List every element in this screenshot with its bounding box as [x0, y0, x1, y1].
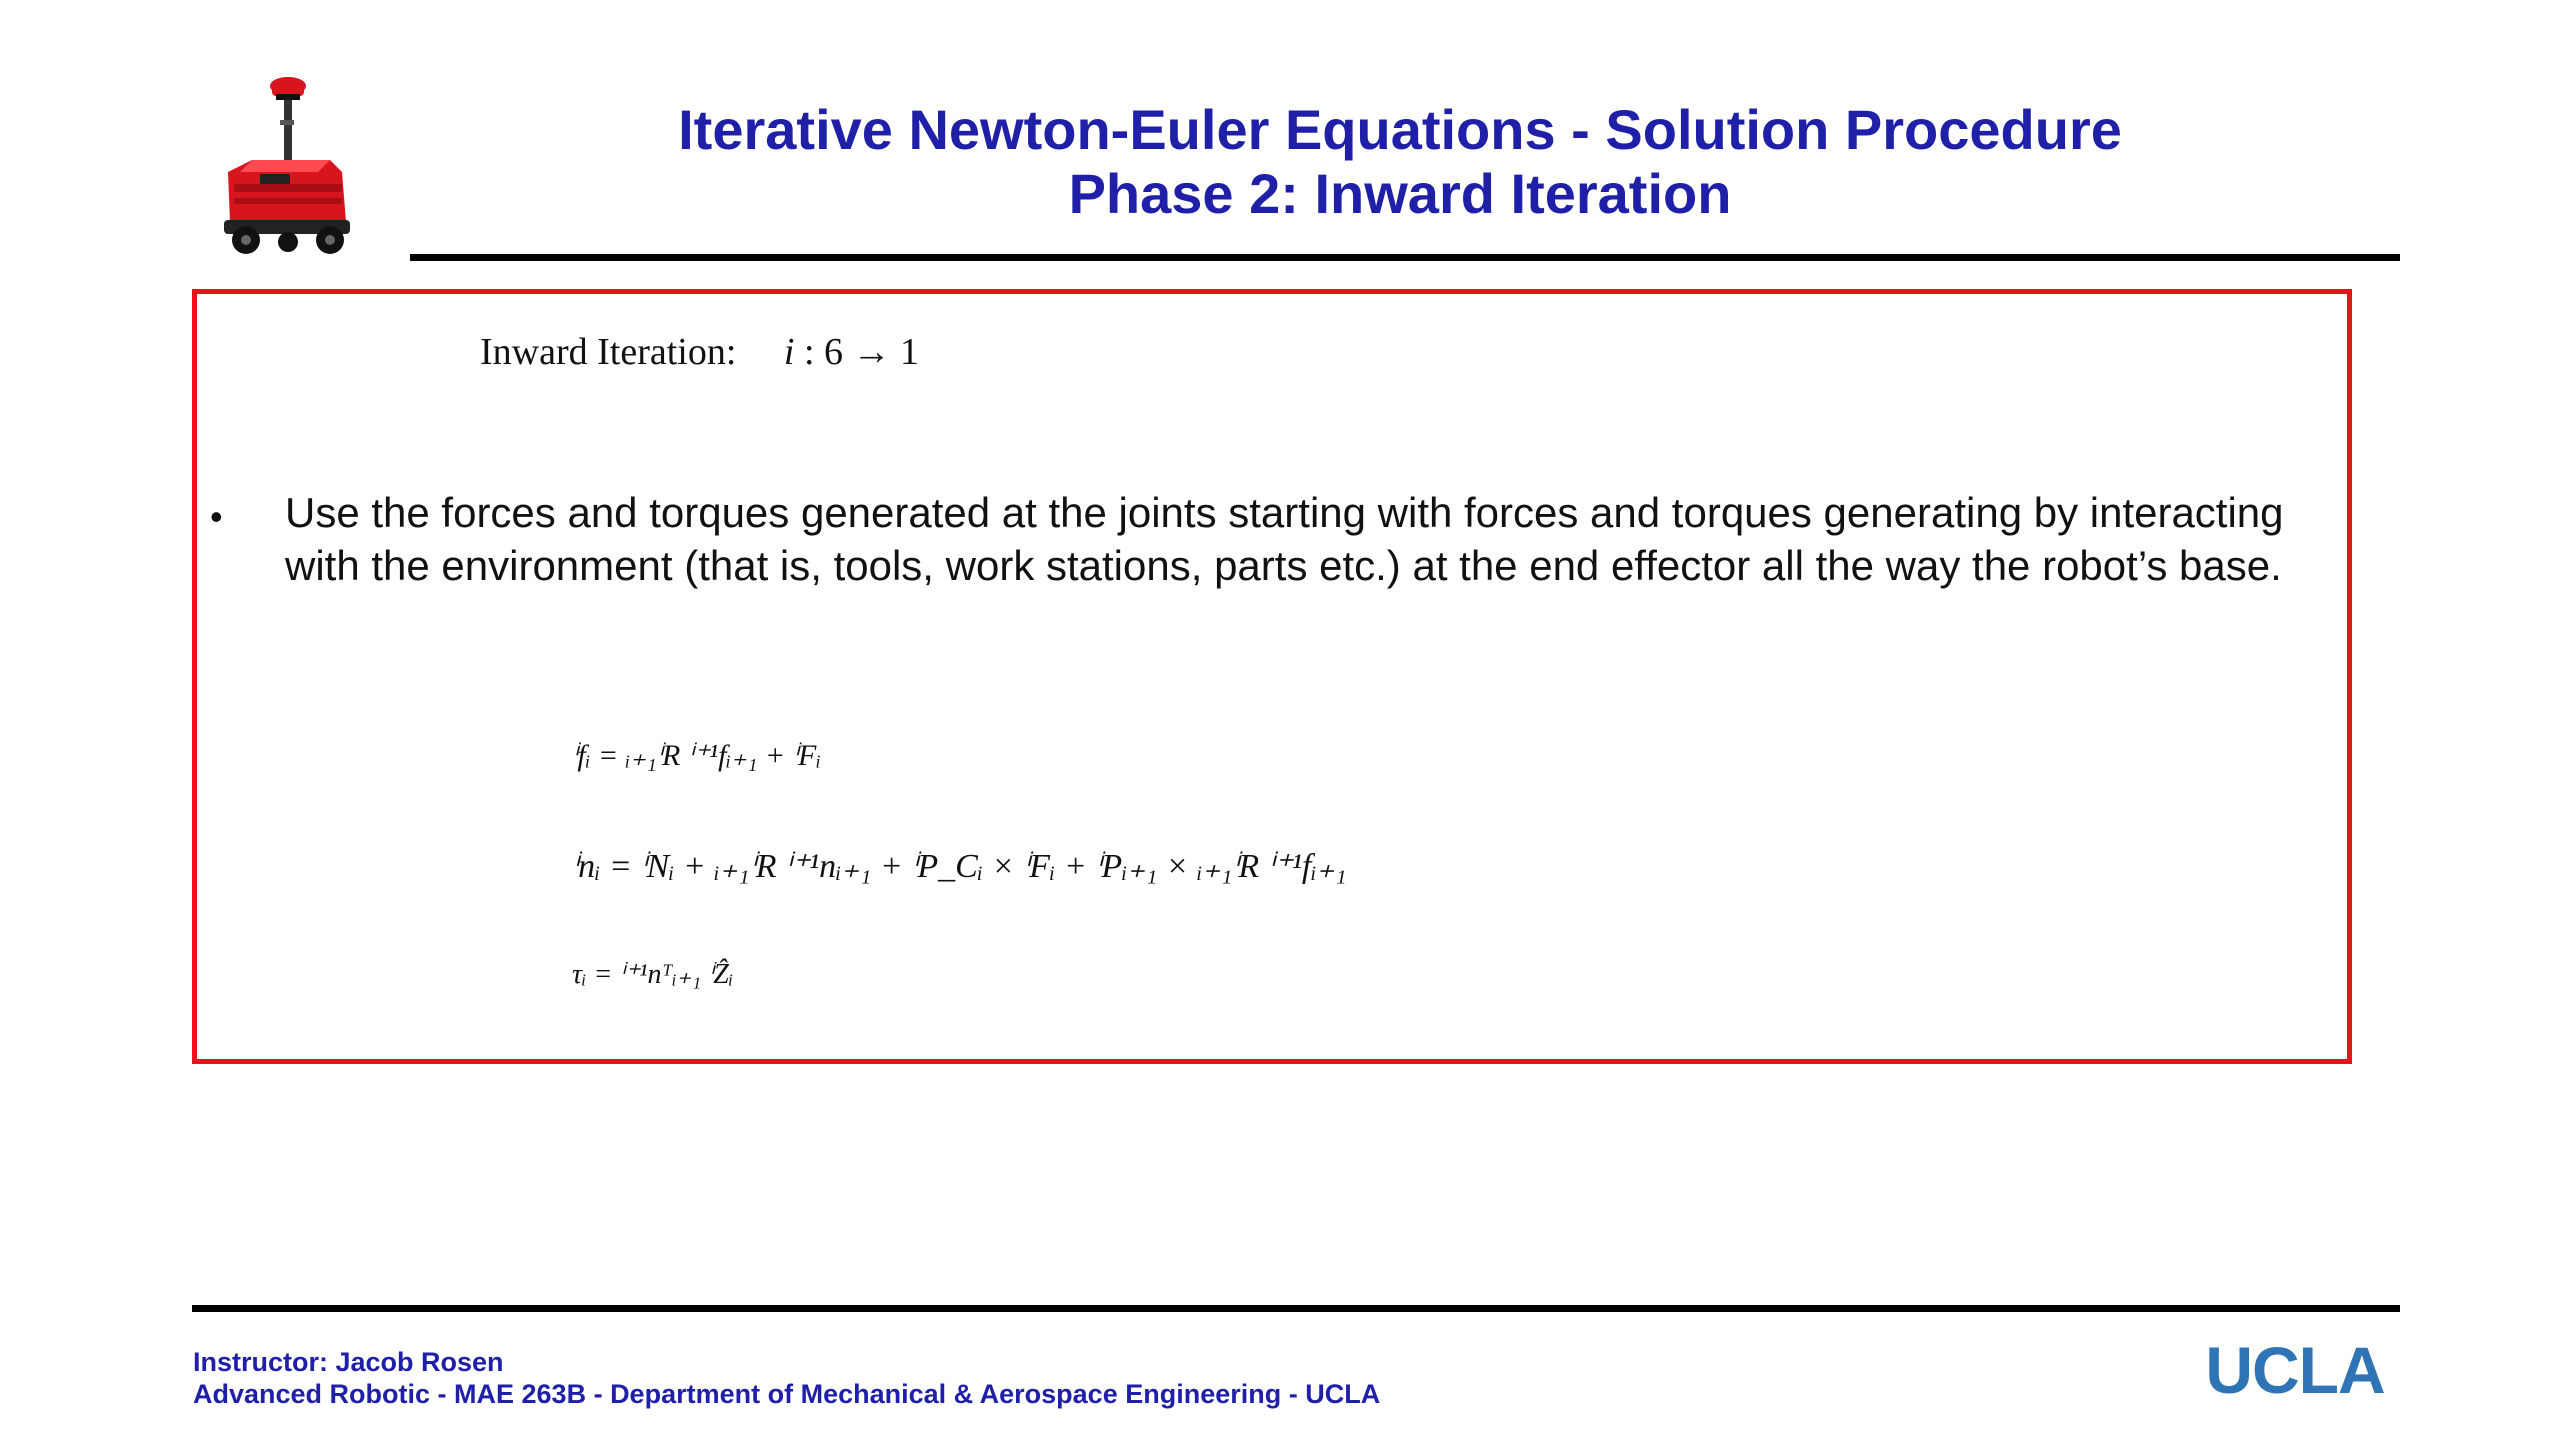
bullet-text: Use the forces and torques generated at the joints starting with forces and torques generating by interacting with the environment (that is, tools, work stations, parts etc.) at the end effector all the way the robot’s base. [285, 489, 2284, 589]
footer-course: Advanced Robotic - MAE 263B - Department of Mechanical & Aerospace Engineering - UCLA [193, 1379, 1381, 1409]
robot-logo-image [190, 72, 400, 262]
force-equation: ⁱfᵢ = ᵢ₊₁ⁱR ⁱ⁺¹fᵢ₊₁ + ⁱFᵢ [572, 739, 822, 772]
slide-subtitle: Phase 2: Inward Iteration [1068, 162, 1732, 225]
iteration-range: : 6 → 1 [794, 331, 920, 373]
iteration-heading [480, 330, 919, 374]
iteration-variable: i [783, 331, 795, 373]
slide-title: Iterative Newton-Euler Equations - Solution Procedure [678, 98, 2122, 161]
bullet-icon: • [210, 496, 223, 537]
joint-torque-equation: τᵢ = ⁱ⁺¹nᵀᵢ₊₁ ⁱẐᵢ [572, 959, 734, 990]
iteration-label: Inward Iteration: [480, 331, 737, 373]
footer-instructor: Instructor: Jacob Rosen [193, 1347, 504, 1377]
ucla-logo: UCLA [2205, 1333, 2385, 1407]
header-divider [410, 254, 2400, 261]
torque-equation: ⁱnᵢ = ⁱNᵢ + ᵢ₊₁ⁱR ⁱ⁺¹nᵢ₊₁ + ⁱP_Cᵢ × ⁱFᵢ + ⁱPᵢ₊₁ × ᵢ₊₁ⁱR ⁱ⁺¹fᵢ₊₁ [572, 848, 1347, 885]
footer-divider [192, 1305, 2400, 1312]
content-frame [192, 289, 2352, 1064]
